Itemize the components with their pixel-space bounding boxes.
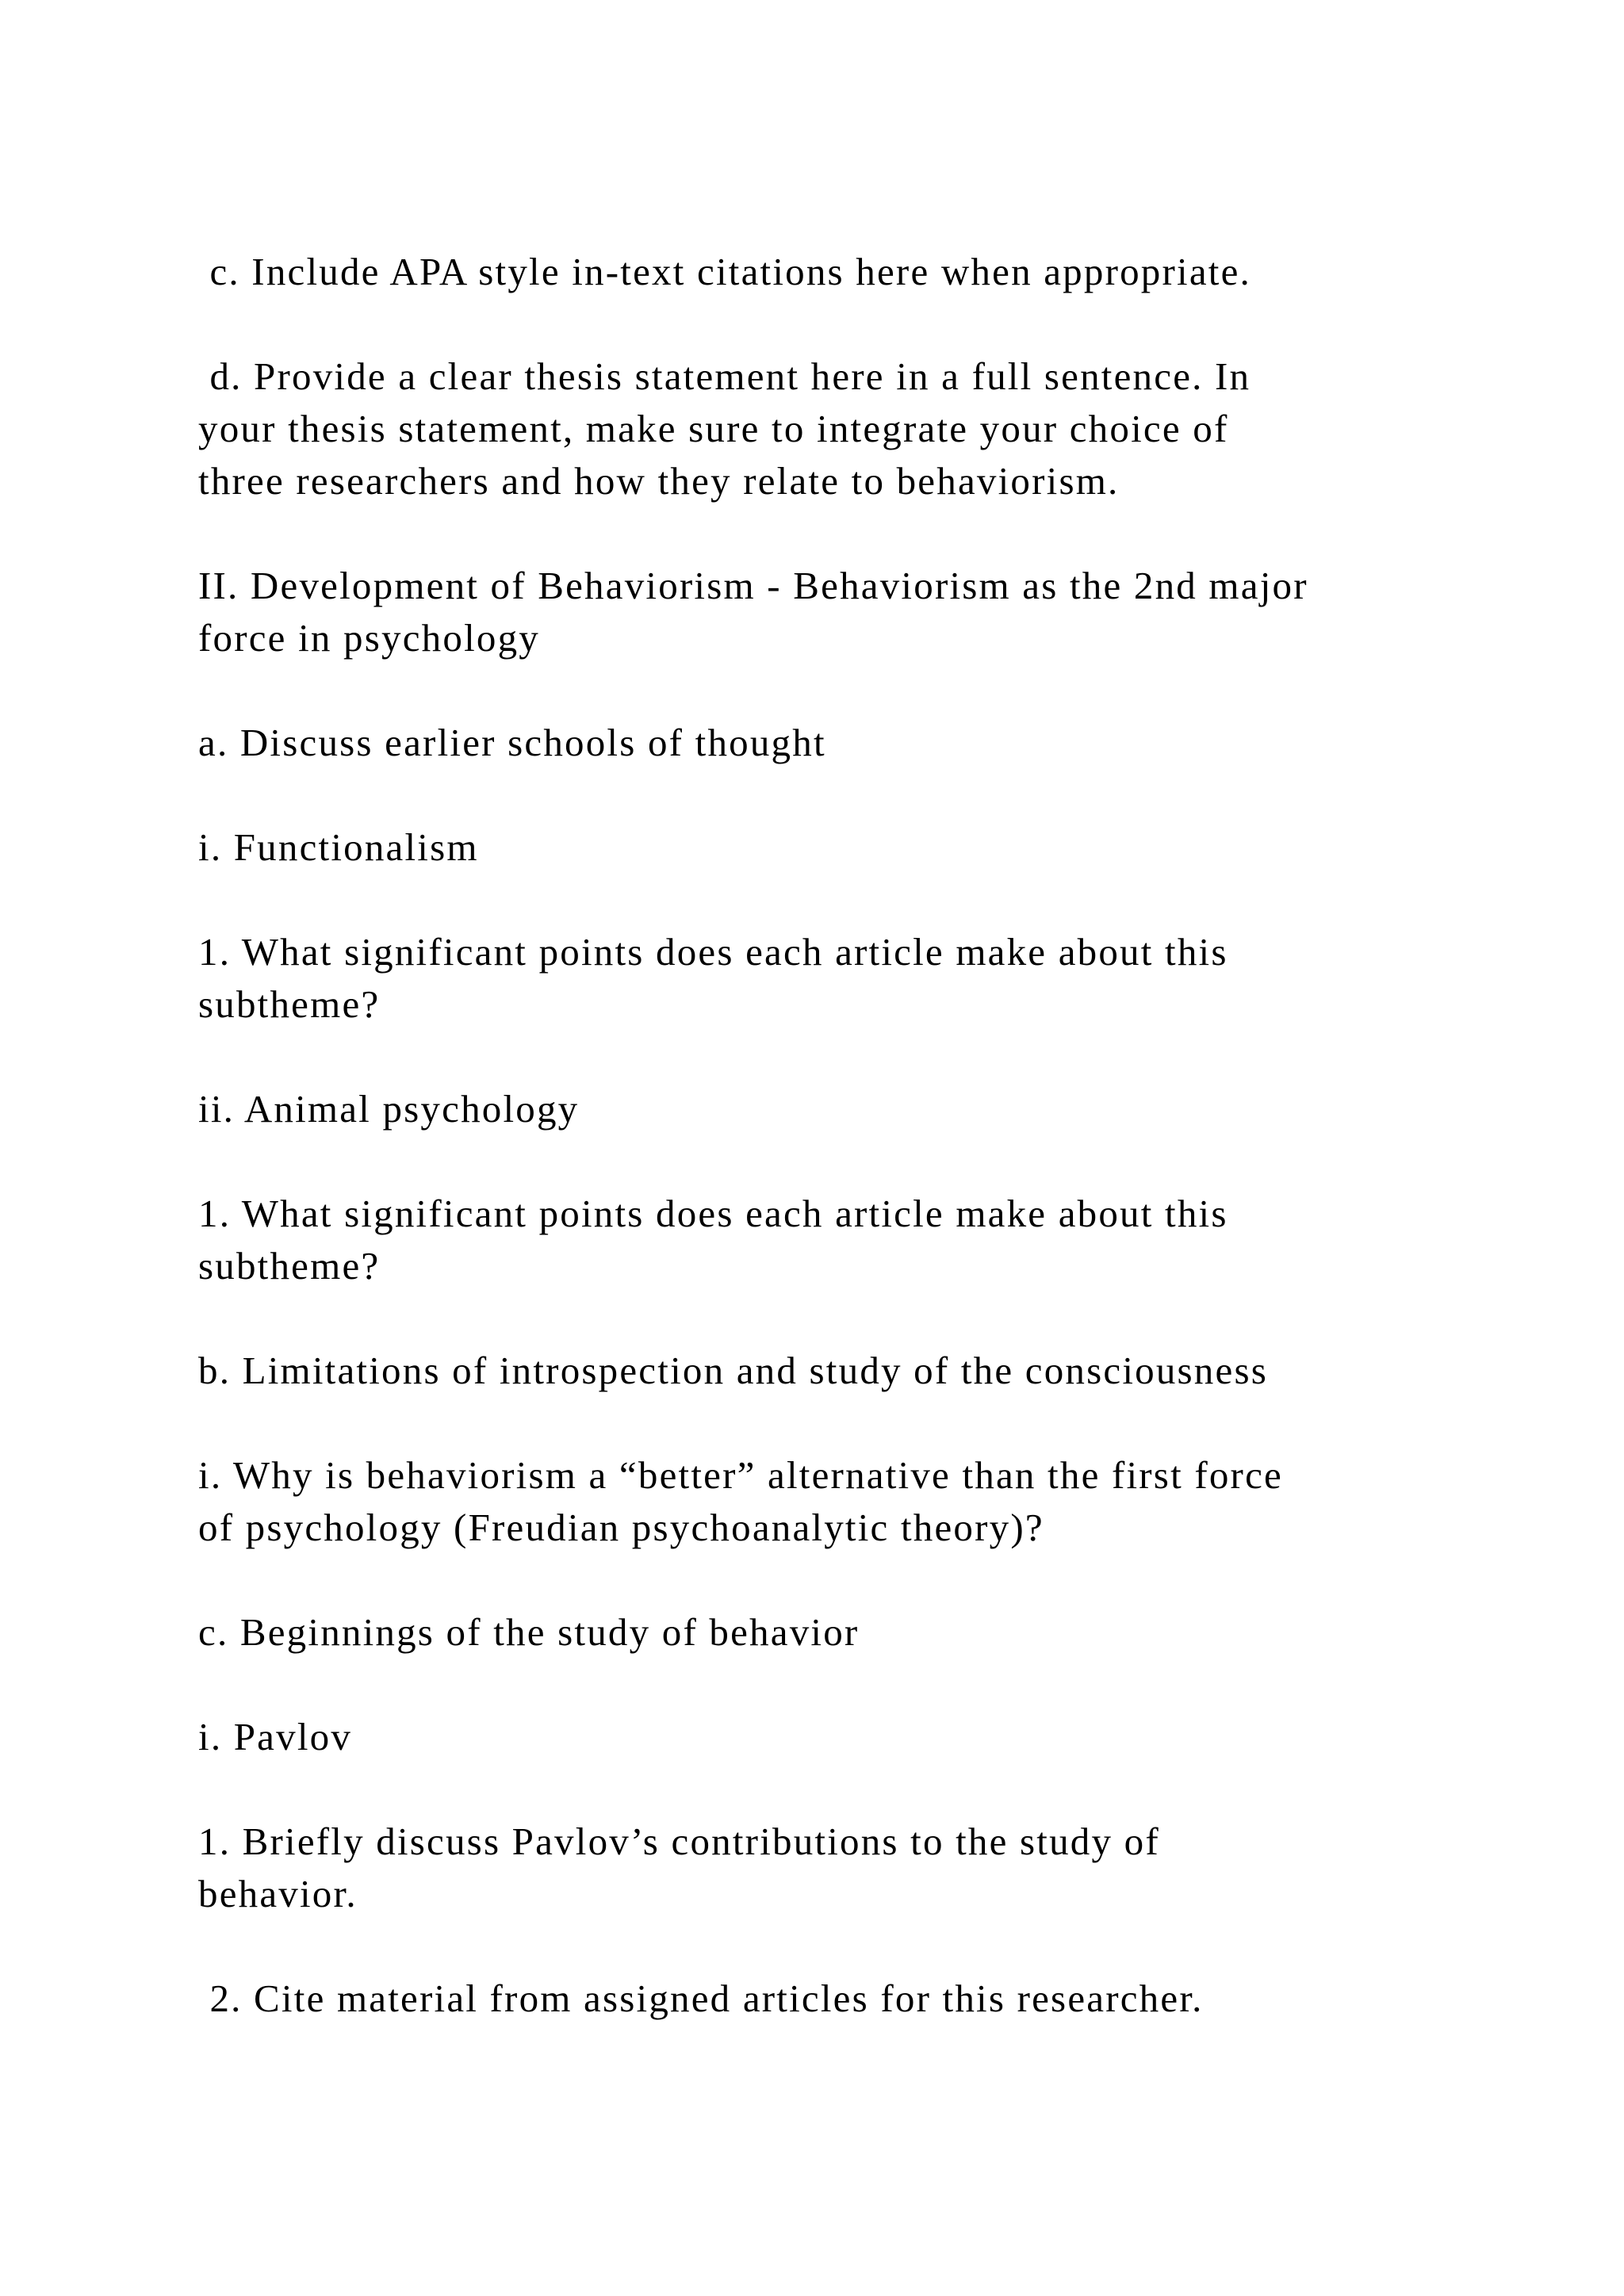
outline-item-a-earlier-schools: a. Discuss earlier schools of thought bbox=[198, 721, 826, 764]
outline-item-ii-animal-psychology: ii. Animal psychology bbox=[198, 1087, 580, 1131]
outline-item-i-functionalism: i. Functionalism bbox=[198, 825, 479, 869]
outline-item-1-animal-psychology-points: 1. What significant points does each article make about this subtheme? bbox=[198, 1192, 1228, 1288]
outline-item-1-pavlov-contributions: 1. Briefly discuss Pavlov’s contributions to the study of behavior. bbox=[198, 1820, 1160, 1915]
document-body bbox=[198, 246, 1435, 2077]
outline-item-2-cite-material: 2. Cite material from assigned articles for this researcher. bbox=[198, 1976, 1204, 2020]
outline-item-c-beginnings-behavior: c. Beginnings of the study of behavior bbox=[198, 1610, 860, 1654]
outline-item-1-functionalism-points: 1. What significant points does each article make about this subtheme? bbox=[198, 930, 1228, 1026]
outline-item-d-thesis-statement: d. Provide a clear thesis statement here in a full sentence. In your thesis statement, make sure to integrate your choice of three researchers and how they relate to behaviorism. bbox=[198, 354, 1251, 503]
outline-item-i-pavlov: i. Pavlov bbox=[198, 1715, 353, 1758]
outline-item-i-better-alternative: i. Why is behaviorism a “better” alternative than the first force of psychology (Freudian psychoanalytic theory)? bbox=[198, 1453, 1283, 1549]
outline-item-c-apa-citations: c. Include APA style in-text citations here when appropriate. bbox=[198, 250, 1251, 293]
section-heading-development-of-behaviorism: II. Development of Behaviorism - Behaviorism as the 2nd major force in psychology bbox=[198, 564, 1308, 660]
outline-item-b-limitations-introspection: b. Limitations of introspection and study of the consciousness bbox=[198, 1349, 1268, 1392]
